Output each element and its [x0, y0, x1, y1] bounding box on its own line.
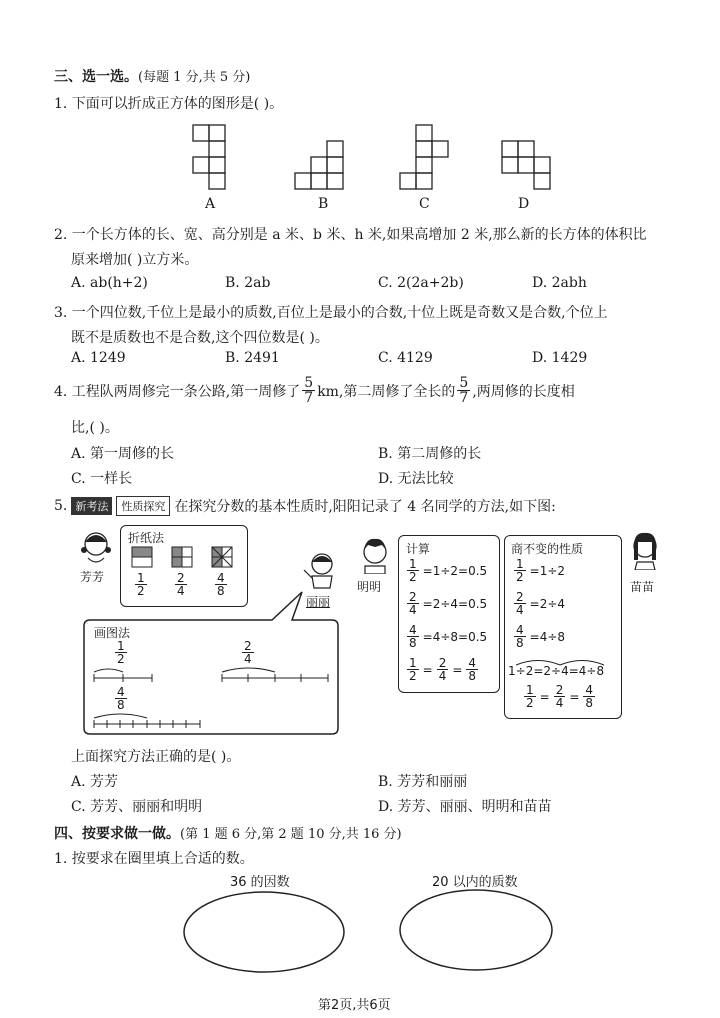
q3-option-a: A. 1249 [71, 350, 126, 366]
draw-fraction-2 [240, 640, 256, 665]
denominator: 4 [244, 652, 252, 666]
denominator: 8 [217, 584, 225, 598]
denominator: 8 [468, 669, 477, 683]
section-title-text: 三、选一选。 [54, 69, 138, 85]
q4-line1 [54, 376, 575, 405]
section-score: (第 1 题 6 分,第 2 题 10 分,共 16 分) [180, 827, 402, 842]
denominator: 8 [585, 696, 594, 710]
new-method-tag: 新考法 [71, 497, 112, 515]
calc-row-1 [405, 558, 487, 583]
net-label-a: A [205, 196, 216, 212]
section-4-title [54, 823, 402, 843]
q1-stem: 1. 下面可以折成正方体的图形是( )。 [54, 96, 284, 112]
numerator: 1 [526, 683, 534, 697]
calc-expression: =4÷8=0.5 [422, 629, 488, 644]
lili-name: 丽丽 [306, 595, 331, 609]
q2-option-c: C. 2(2a+2b) [378, 275, 464, 291]
denominator: 2 [409, 570, 417, 584]
mingming-name: 明明 [357, 580, 382, 594]
numerator: 2 [555, 683, 564, 697]
primes-circle [400, 890, 552, 970]
denominator: 4 [438, 669, 447, 683]
denominator: 2 [409, 669, 417, 683]
section-3-title [54, 66, 250, 86]
fangfang-avatar-icon [78, 528, 114, 566]
q4-option-d: D. 无法比较 [378, 471, 454, 487]
calculation-title: 计算 [406, 542, 431, 556]
denominator: 2 [526, 696, 534, 710]
page-footer: 第2页,共6页 [318, 998, 391, 1013]
q5-option-c: C. 芳芳、丽丽和明明 [71, 799, 203, 815]
denominator: 2 [516, 570, 524, 584]
denominator: 4 [409, 603, 417, 617]
mingming-avatar-icon [358, 536, 392, 574]
net-label-d: D [518, 196, 530, 212]
net-label-b: B [318, 196, 329, 212]
numerator: 2 [438, 656, 447, 670]
numerator: 2 [516, 590, 524, 604]
q41-stem: 1. 按要求在圈里填上合适的数。 [54, 851, 254, 867]
fold-paper-title: 折纸法 [128, 531, 165, 545]
numerator: 4 [468, 656, 477, 670]
quotient-expression: =1÷2 [529, 563, 566, 578]
q3-option-d: D. 1429 [532, 350, 588, 366]
section-score: (每题 1 分,共 5 分) [138, 70, 251, 85]
denominator: 4 [177, 584, 185, 598]
q2-option-a: A. ab(h+2) [71, 275, 148, 291]
denominator: 2 [137, 584, 145, 598]
quotient-row-3 [512, 624, 565, 649]
calc-expression: =2÷4=0.5 [422, 596, 488, 611]
lili-avatar-icon [300, 550, 340, 590]
numerator: 1 [409, 557, 417, 571]
quotient-chain: 1÷2=2÷4=4÷8 [508, 664, 605, 678]
numerator: 2 [409, 590, 417, 604]
q4-text-1: 4. 工程队两周修完一条公路,第一周修了 [54, 383, 301, 400]
denominator: 7 [459, 390, 469, 406]
q3-option-c: C. 4129 [378, 350, 433, 366]
numerator: 1 [409, 656, 417, 670]
q4-option-b: B. 第二周修的长 [378, 446, 482, 462]
numerator: 1 [137, 571, 145, 585]
q4-line2: 比,( )。 [71, 420, 119, 436]
miaomiao-avatar-icon [628, 530, 662, 570]
q4-text-2: km,第二周修了全长的 [317, 383, 456, 400]
factors-label: 36 的因数 [230, 875, 290, 890]
numerator: 4 [409, 623, 417, 637]
quotient-row-2 [512, 591, 565, 616]
numerator: 4 [585, 683, 594, 697]
denominator: 8 [117, 698, 125, 712]
q4-option-c: C. 一样长 [71, 471, 133, 487]
property-tag: 性质探究 [116, 496, 170, 516]
quotient-expression: =4÷8 [529, 629, 566, 644]
calc-row-2 [405, 591, 487, 616]
q5-option-a: A. 芳芳 [71, 774, 119, 790]
q4-fraction-1 [302, 376, 315, 405]
fold-paper-squares [130, 546, 240, 568]
draw-fraction-3 [113, 686, 129, 711]
numerator: 1 [117, 639, 125, 653]
section-title-text: 四、按要求做一做。 [54, 826, 180, 842]
quotient-expression: =2÷4 [529, 596, 566, 611]
numerator: 5 [304, 375, 314, 391]
net-c [400, 125, 448, 189]
net-a [193, 125, 225, 189]
miaomiao-name: 苗苗 [630, 580, 655, 594]
denominator: 7 [304, 390, 314, 406]
q5-stem [54, 496, 556, 516]
q5-option-d: D. 芳芳、丽丽、明明和苗苗 [378, 799, 552, 815]
numerator: 4 [117, 685, 125, 699]
q5-stem-text: 在探究分数的基本性质时,阳阳记录了 4 名同学的方法,如下图: [174, 499, 556, 515]
q2-line1: 2. 一个长方体的长、宽、高分别是 a 米、b 米、h 米,如果高增加 2 米,那么新的长方体的体积比 [54, 227, 647, 243]
numerator: 2 [177, 571, 185, 585]
net-b [295, 141, 343, 189]
primes-label: 20 以内的质数 [432, 875, 518, 890]
denominator: 2 [117, 652, 125, 666]
q4-fraction-2 [457, 376, 470, 405]
net-d [502, 141, 550, 189]
draw-fraction-1 [113, 640, 129, 665]
numerator: 5 [459, 375, 469, 391]
denominator: 4 [555, 696, 564, 710]
q5-option-b: B. 芳芳和丽丽 [378, 774, 468, 790]
numerator: 4 [217, 571, 225, 585]
denominator: 8 [409, 636, 417, 650]
calc-row-3 [405, 624, 487, 649]
quotient-row-5: $\frac{1}{2}$ = $\frac{2}{4}$ = $\frac{4}{8}$ [526, 683, 594, 710]
calc-expression: =1÷2=0.5 [422, 563, 488, 578]
q2-option-d: D. 2abh [532, 275, 587, 291]
cube-net-figures [180, 120, 560, 220]
fangfang-name: 芳芳 [80, 570, 105, 584]
q3-option-b: B. 2491 [225, 350, 280, 366]
q5-ask: 上面探究方法正确的是( )。 [71, 749, 241, 765]
quotient-row-1 [512, 558, 565, 583]
drawing-method-title: 画图法 [94, 626, 131, 640]
denominator: 8 [516, 636, 524, 650]
numerator: 4 [516, 623, 524, 637]
factors-circle [184, 892, 344, 972]
calc-row-4: $\frac{1}{2}$ = $\frac{2}{4}$ = $\frac{4}{8}$ [409, 656, 477, 683]
numerator: 2 [244, 639, 252, 653]
q2-line2: 原来增加( )立方米。 [71, 252, 199, 268]
numerator: 1 [516, 557, 524, 571]
q4-option-a: A. 第一周修的长 [71, 446, 175, 462]
denominator: 4 [516, 603, 524, 617]
q5-number: 5. [54, 498, 68, 514]
q3-line1: 3. 一个四位数,千位上是最小的质数,百位上是最小的合数,十位上既是奇数又是合数,个位上 [54, 305, 608, 321]
quotient-property-title: 商不变的性质 [511, 542, 584, 556]
answer-circles [180, 888, 560, 978]
net-label-c: C [419, 196, 430, 212]
q3-line2: 既不是质数也不是合数,这个四位数是( )。 [71, 330, 329, 346]
q2-option-b: B. 2ab [225, 275, 271, 291]
q4-text-3: ,两周修的长度相 [472, 383, 575, 400]
